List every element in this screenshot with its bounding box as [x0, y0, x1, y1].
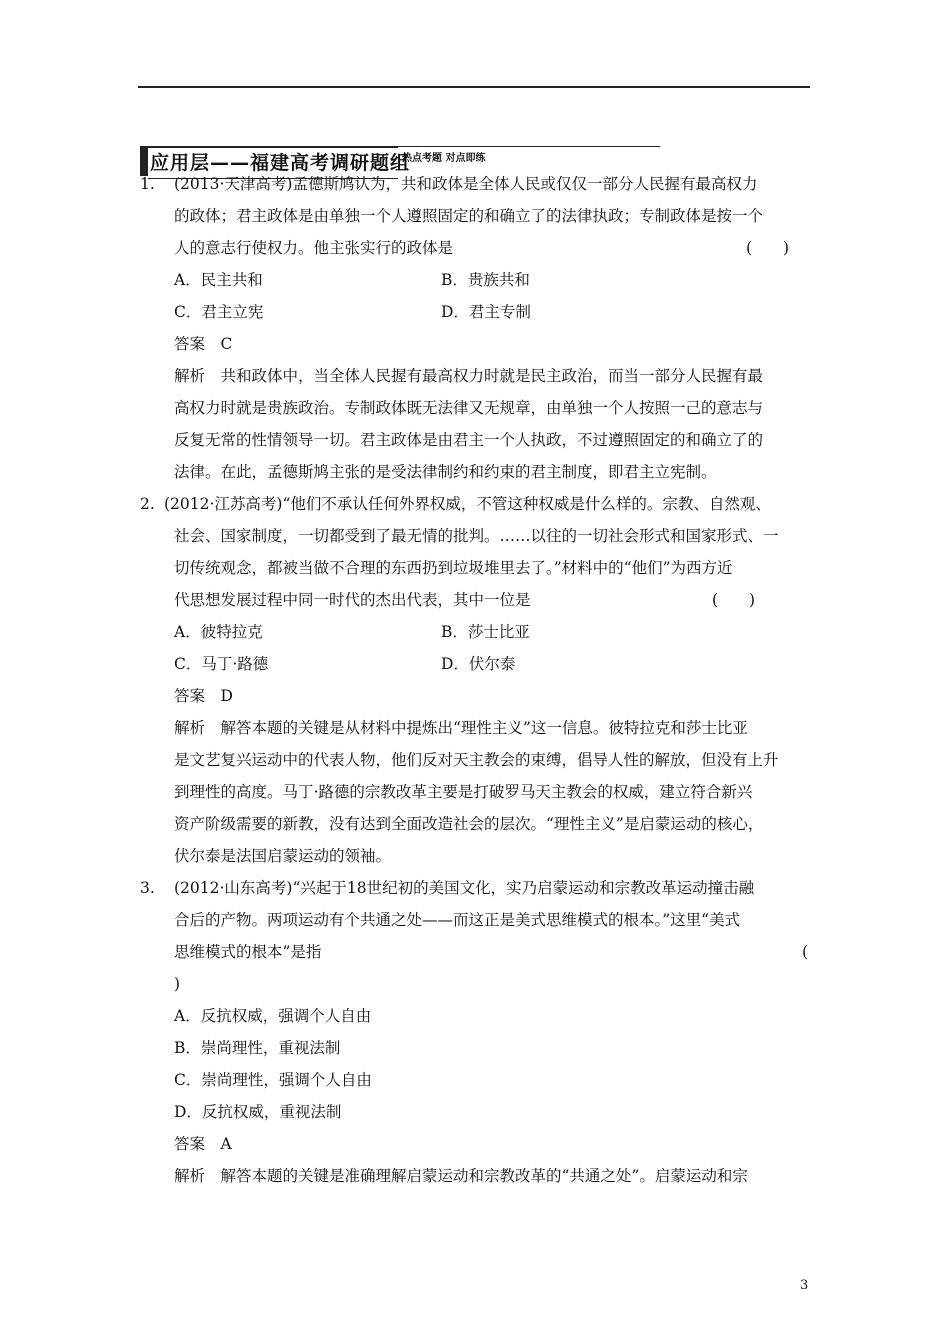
analysis-line: 反复无常的性情领导一切。君主政体是由君主一个人执政，不过遵照固定的和确立了的: [174, 431, 764, 449]
option-b: B．崇尚理性，重视法制: [174, 1039, 341, 1057]
answer: 答案 C: [174, 335, 233, 353]
option-b: B．贵族共和: [441, 271, 530, 289]
answer: 答案 A: [174, 1135, 232, 1153]
page-number: 3: [800, 1278, 809, 1293]
option-a: A．反抗权威，强调个人自由: [174, 1007, 372, 1025]
analysis-line: 是文艺复兴运动中的代表人物，他们反对天主教会的束缚，倡导人性的解放，但没有上升: [174, 751, 779, 769]
analysis-line: 到理性的高度。马丁·路德的宗教改革主要是打破罗马天主教会的权威，建立符合新兴: [174, 783, 753, 801]
stem-line: 思维模式的根本”是指: [174, 943, 322, 961]
option-c: C．君主立宪: [174, 303, 264, 321]
option-b: B．莎士比亚: [441, 623, 530, 641]
stem-line: 人的意志行使权力。他主张实行的政体是: [174, 239, 454, 257]
option-c: C．马丁·路德: [174, 655, 269, 673]
header-bar: [140, 146, 148, 176]
answer-blank: ( ): [712, 591, 756, 609]
stem-line: 代思想发展过程中同一时代的杰出代表，其中一位是: [174, 591, 531, 609]
section-tagline: 热点考题 对点即练: [402, 153, 486, 164]
top-rule: [138, 86, 810, 88]
section-header: [140, 142, 520, 178]
stem-line: (2012·山东高考)“兴起于18世纪初的美国文化，实乃启蒙运动和宗教改革运动撞击融: [174, 879, 755, 897]
answer-blank-close: ): [174, 975, 181, 993]
answer-blank-open: (: [802, 943, 809, 961]
question-number: 3.: [140, 879, 155, 897]
section-title: 应用层——福建高考调研题组: [150, 152, 411, 174]
stem-line: 切传统观念，都被当做不合理的东西扔到垃圾堆里去了。”材料中的“他们”为西方近: [174, 559, 733, 577]
answer-blank: ( ): [746, 239, 790, 257]
header-line: [398, 146, 660, 147]
analysis-line: 解析 共和政体中，当全体人民握有最高权力时就是民主政治，而当一部分人民握有最: [174, 367, 764, 385]
option-d: D．君主专制: [441, 303, 531, 321]
analysis-line: 法律。在此，孟德斯鸠主张的是受法律制约和约束的君主制度，即君主立宪制。: [174, 463, 717, 481]
option-c: C．崇尚理性，强调个人自由: [174, 1071, 372, 1089]
stem-line: 社会、国家制度，一切都受到了最无情的批判。……以往的一切社会形式和国家形式、一: [174, 527, 779, 545]
question-number: 2.: [140, 495, 155, 513]
option-a: A．民主共和: [174, 271, 263, 289]
question-number: 1.: [140, 175, 155, 193]
stem-line: (2013·天津高考)孟德斯鸠认为，共和政体是全体人民或仅仅一部分人民握有最高权力: [174, 175, 758, 193]
analysis-line: 高权力时就是贵族政治。专制政体既无法律又无规章，由单独一个人按照一己的意志与: [174, 399, 764, 417]
stem-line: 的政体；君主政体是由单独一个人遵照固定的和确立了的法律执政；专制政体是按一个: [174, 207, 764, 225]
stem-line: 合后的产物。两项运动有个共通之处——而这正是美式思维模式的根本。”这里“美式: [174, 911, 741, 929]
answer: 答案 D: [174, 687, 233, 705]
stem-line: (2012·江苏高考)“他们不承认任何外界权威，不管这种权威是什么样的。宗教、自然观、: [164, 495, 771, 513]
option-d: D．伏尔泰: [441, 655, 516, 673]
analysis-line: 解析 解答本题的关键是准确理解启蒙运动和宗教改革的“共通之处”。启蒙运动和宗: [174, 1167, 748, 1185]
analysis-line: 资产阶级需要的新教，没有达到全面改造社会的层次。“理性主义”是启蒙运动的核心，: [174, 815, 764, 833]
option-d: D．反抗权威，重视法制: [174, 1103, 342, 1121]
option-a: A．彼特拉克: [174, 623, 263, 641]
analysis-line: 解析 解答本题的关键是从材料中提炼出“理性主义”这一信息。彼特拉克和莎士比亚: [174, 719, 748, 737]
analysis-line: 伏尔泰是法国启蒙运动的领袖。: [174, 847, 392, 865]
